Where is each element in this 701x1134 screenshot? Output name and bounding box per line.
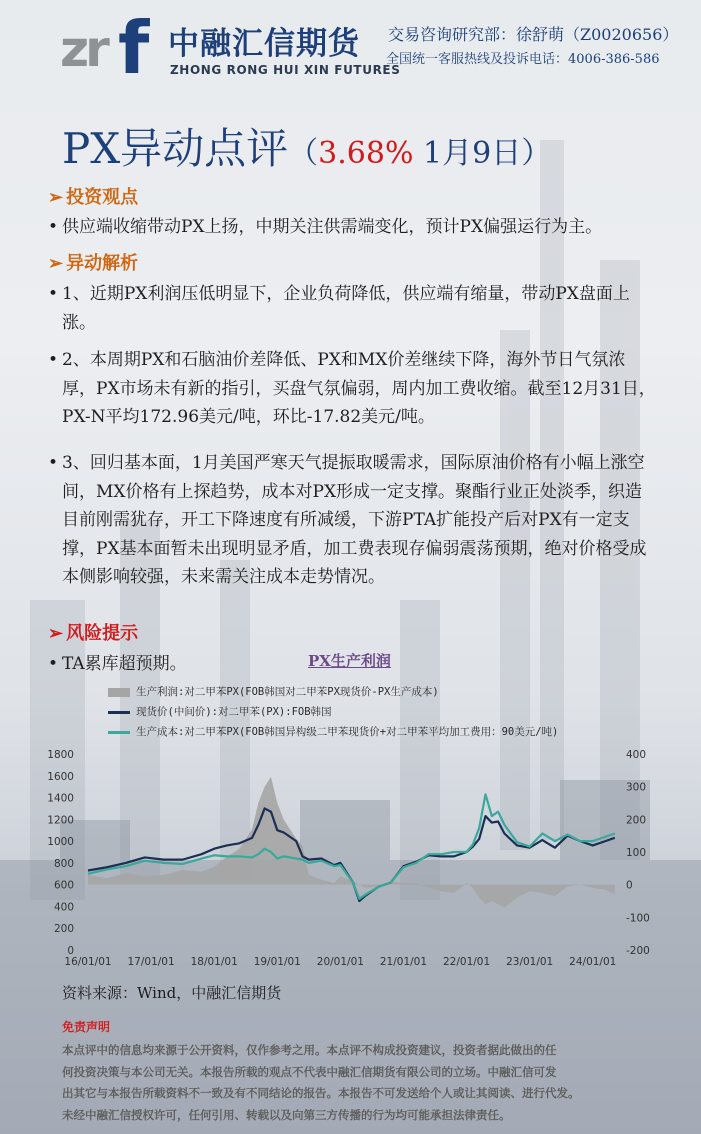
legend-label: 生产成本:对二甲苯PX(FOB韩国异构级二甲苯现货价+对二甲苯平均加工费用：90美元/吨): [136, 726, 559, 738]
view-paragraph: [48, 213, 658, 242]
data-source: 资料来源：Wind，中融汇信期货: [62, 984, 282, 1002]
bullet-icon: •: [48, 284, 59, 304]
section-heading-label: 投资观点: [66, 187, 139, 208]
hotline-info: 全国统一客服热线及投诉电话：4006-386-586: [386, 52, 660, 67]
legend-label: 生产利润:对二甲苯PX(FOB韩国对二甲苯PX现货价-PX生产成本): [136, 686, 439, 698]
analyst-info: 交易咨询研究部：徐舒萌（Z0020656）: [388, 25, 679, 44]
analysis-text: 3、回归基本面，1月美国严寒天气提振取暖需求，国际原油价格有小幅上涨空间，MX价格有上探趋势，成本对PX形成一定支撑。聚酯行业正处淡季，织造目前刚需犹存，开工下降速度有所减缓，下游PTA扩能投产后对PX有一定支撑，PX基本面暂未出现明显矛盾，加工费表现存偏弱震荡预期，绝对价格受成本侧影响较强，未来需关注成本走势情况。: [62, 453, 647, 587]
disclaimer-line: 出其它与本报告所载资料不一致及有不同结论的报告。本报告不可发送给个人或让其阅读、进行代发。: [62, 1086, 580, 1100]
bullet-icon: •: [48, 453, 59, 473]
y-left-tick-label: 600: [53, 879, 74, 892]
change-percent: 3.68%: [318, 136, 414, 171]
analysis-point-2: [48, 346, 658, 432]
y-right-tick-label: -200: [626, 945, 650, 957]
legend-swatch-profit: [108, 688, 130, 697]
company-name-en: ZHONG RONG HUI XIN FUTURES: [170, 63, 401, 77]
section-heading-label: 风险提示: [66, 623, 139, 644]
disclaimer-body: [62, 1040, 642, 1126]
x-tick-label: 21/01/01: [379, 956, 428, 968]
y-right-tick-label: 300: [626, 781, 647, 794]
analysis-text: 1、近期PX利润压低明显下，企业负荷降低，供应端有缩量，带动PX盘面上涨。: [62, 284, 630, 333]
arrow-icon: ➢: [48, 253, 64, 274]
y-left-tick-label: 1200: [47, 814, 74, 827]
legend-item-cost: [108, 724, 558, 739]
disclaimer-line: 未经中融汇信授权许可，任何引用、转载以及向第三方传播的行为均可能承担法律责任。: [62, 1107, 511, 1122]
series-profit-area: [88, 777, 615, 908]
section-heading-view: [48, 183, 138, 209]
bullet-icon: •: [48, 350, 59, 370]
y-left-tick-label: 400: [53, 901, 74, 914]
y-left-tick-label: 1400: [47, 792, 74, 805]
chart-title: PX生产利润: [308, 652, 391, 670]
bullet-icon: •: [48, 654, 59, 674]
x-tick-label: 24/01/01: [569, 956, 617, 968]
logo-mark: f: [118, 6, 150, 90]
title-main: PX异动点评: [62, 124, 289, 173]
y-right-tick-label: -100: [626, 912, 650, 925]
y-left-tick-label: 1600: [47, 770, 74, 783]
analysis-text: 2、本周期PX和石脑油价差降低、PX和MX价差继续下降，海外节日气氛浓厚，PX市场未有新的指引，买盘气氛偏弱，周内加工费收缩。截至12月31日，PX-N平均172.96美元/吨，环比-17.82美元/吨。: [62, 350, 656, 427]
arrow-icon: ➢: [48, 623, 64, 644]
page-title: [62, 116, 551, 176]
company-name-cn: 中融汇信期货: [168, 26, 360, 62]
disclaimer-line: 本点评中的信息均来源于公开资料，仅作参考之用。本点评不构成投资建议，投资者据此做出的任: [62, 1043, 557, 1057]
view-text: 供应端收缩带动PX上扬，中期关注供需端变化，预计PX偏强运行为主。: [62, 217, 603, 237]
section-heading-label: 异动解析: [66, 253, 139, 274]
legend-swatch-price: [108, 711, 130, 714]
y-right-tick-label: 100: [626, 847, 647, 859]
y-right-tick-label: 200: [626, 814, 647, 827]
x-tick-label: 17/01/01: [127, 956, 175, 968]
y-left-tick-label: 0: [67, 945, 74, 957]
risk-text: TA累库超预期。: [62, 654, 187, 674]
y-left-tick-label: 200: [53, 923, 74, 936]
title-date: 1月9日: [413, 136, 522, 171]
arrow-icon: ➢: [48, 187, 64, 208]
section-heading-risk: [48, 619, 138, 645]
legend-item-profit: [108, 684, 439, 699]
legend-swatch-cost: [108, 731, 130, 734]
x-tick-label: 22/01/01: [442, 956, 491, 968]
y-right-tick-label: 0: [626, 879, 633, 892]
x-tick-label: 16/01/01: [64, 956, 112, 968]
bullet-icon: •: [48, 217, 59, 237]
x-tick-label: 20/01/01: [316, 956, 364, 968]
y-left-tick-label: 1800: [47, 749, 74, 761]
x-tick-label: 23/01/01: [506, 956, 554, 968]
section-heading-analysis: [48, 249, 138, 275]
logo-letters: zr: [60, 20, 106, 78]
legend-label: 现货价(中间价):对二甲苯(PX):FOB韩国: [136, 706, 332, 718]
x-tick-label: 18/01/01: [190, 956, 238, 968]
analysis-point-1: [48, 280, 658, 337]
legend-item-price: [108, 704, 332, 719]
title-close-paren: ）: [521, 136, 552, 171]
analysis-point-3: [48, 449, 658, 592]
title-open-paren: （: [288, 136, 319, 171]
y-left-tick-label: 800: [53, 857, 74, 870]
risk-paragraph: [48, 650, 288, 679]
disclaimer-title: 免责声明: [62, 1020, 111, 1034]
y-left-tick-label: 1000: [47, 836, 74, 849]
x-tick-label: 19/01/01: [253, 956, 301, 968]
y-right-tick-label: 400: [626, 749, 647, 761]
disclaimer-line: 何投资决策与本公司无关。本报告所载的观点不代表中融汇信期货有限公司的立场。中融汇信可发: [62, 1064, 557, 1079]
px-profit-chart: [0, 740, 701, 980]
